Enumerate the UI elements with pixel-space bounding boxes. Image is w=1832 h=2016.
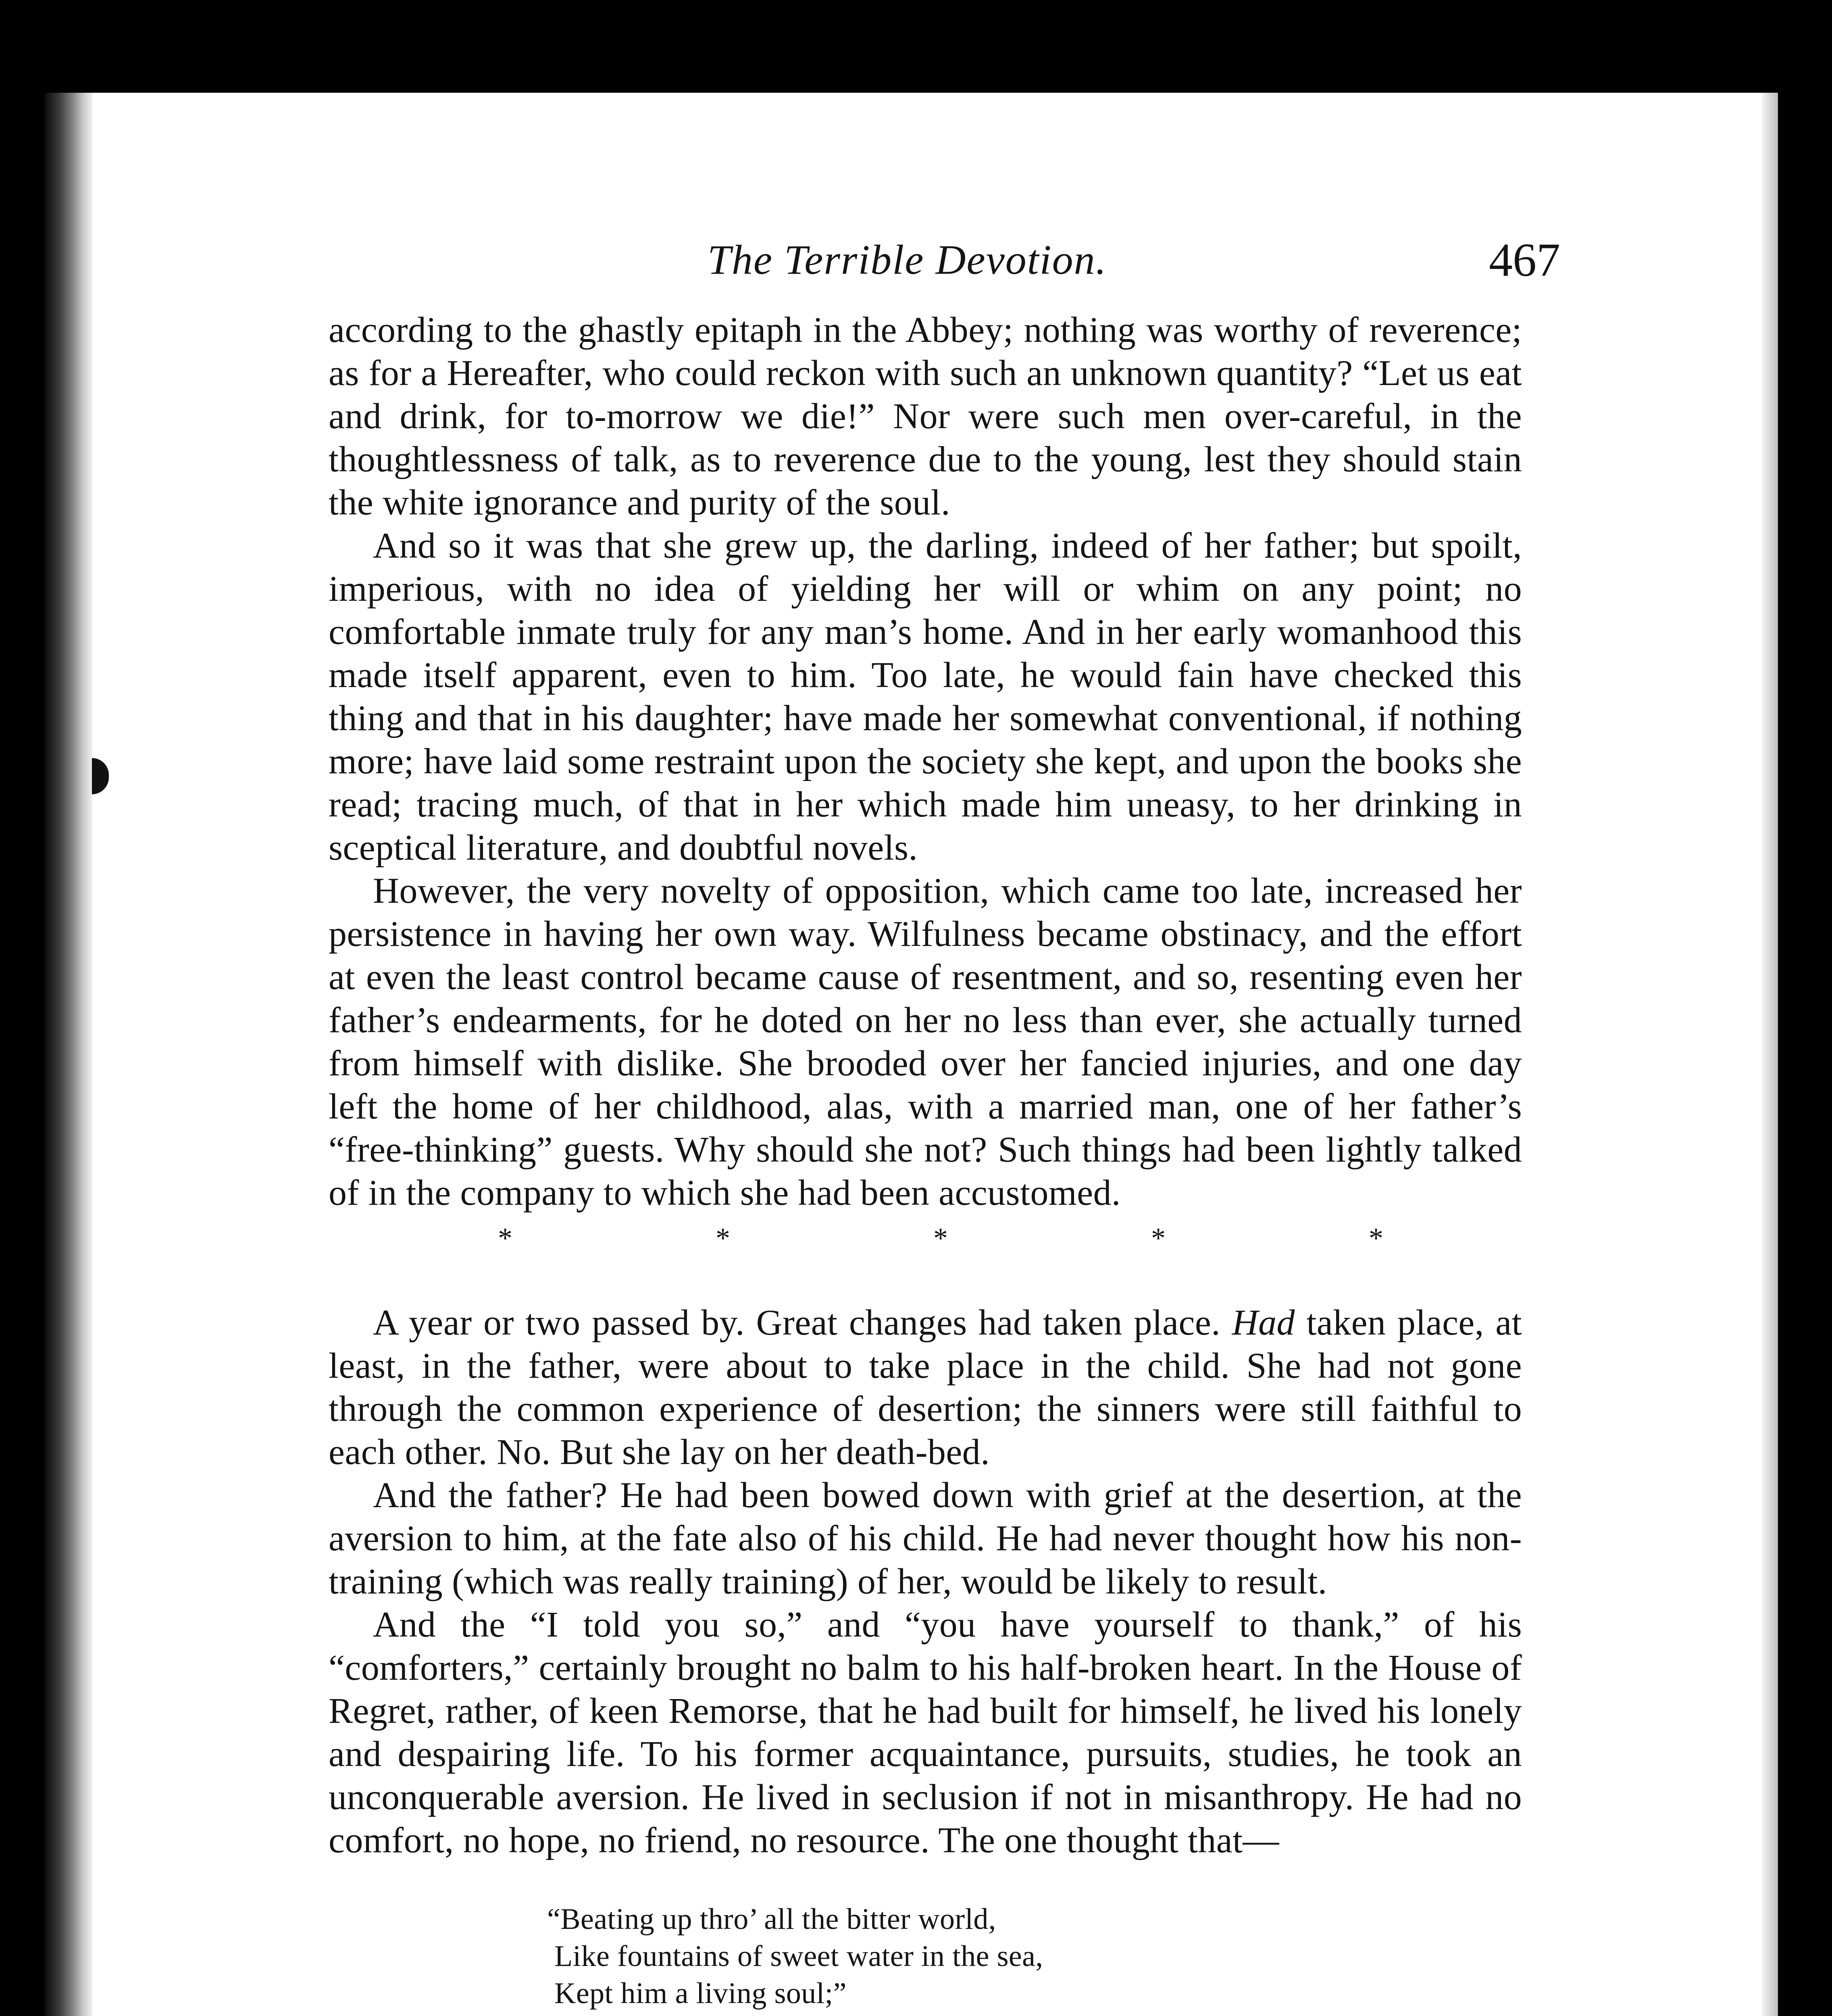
verse-quotation bbox=[547, 1901, 1522, 2012]
binding-notch bbox=[92, 758, 109, 794]
paragraph-4-text-start: A year or two passed by. Great changes had taken place. bbox=[373, 1303, 1232, 1343]
paragraph-4 bbox=[329, 1301, 1522, 1474]
paragraph-3: However, the very novelty of opposition, which came too late, increased her persistence in having her own way. Wilfulness became obstinacy, and the effort at even the least control became cause of resentment, and so, resenting even her father’s endearments, for he doted on her no less than ever, she actually turned from himself with dislike. She brooded over her fancied injuries, and one day left the home of her childhood, alas, with a married man, one of her father’s “free-thinking” guests. Why should she not? Such things had been lightly talked of in the company to which she had been accustomed. bbox=[329, 871, 1522, 1213]
section-break-asterisk: * bbox=[498, 1222, 513, 1254]
paragraph-4-text-end: taken place, at least, in the father, were about to take place in the child. She had not gone through the common experience of desertion; the sinners were still faithful to each other. No. But she lay on her death-bed. bbox=[329, 1303, 1522, 1472]
paragraph-1: according to the ghastly epitaph in the Abbey; nothing was worthy of reverence; as for a Hereafter, who could reckon with such an unknown quantity? “Let us eat and drink, for to-morrow we die!” Nor were such men over-careful, in the thoughtlessness of talk, as to reverence due to the young, lest they should stain the white ignorance and purity of the soul. bbox=[329, 310, 1522, 523]
page-right-edge bbox=[1762, 93, 1778, 2016]
section-break-asterisk: * bbox=[716, 1222, 731, 1254]
running-title: The Terrible Devotion. bbox=[708, 237, 1107, 283]
verse-line-1: “Beating up thro’ all the bitter world, bbox=[547, 1903, 996, 1936]
page-number: 467 bbox=[1489, 233, 1560, 286]
book-page bbox=[44, 93, 1778, 2016]
book-spine-edge bbox=[44, 93, 93, 2016]
paragraph-4-italic-word: Had bbox=[1232, 1303, 1295, 1343]
section-break bbox=[329, 1214, 1522, 1301]
section-break-asterisk: * bbox=[933, 1222, 948, 1254]
verse-line-2: Like fountains of sweet water in the sea, bbox=[554, 1940, 1043, 1973]
paragraph-5: And the father? He had been bowed down with grief at the desertion, at the aversion to him, at the fate also of his child. He had never thought how his non-training (which was really training) of her, would be likely to result. bbox=[329, 1475, 1522, 1602]
section-break-asterisk: * bbox=[1151, 1222, 1166, 1254]
verse-line-3: Kept him a living soul;” bbox=[554, 1977, 847, 2010]
paragraph-6: And the “I told you so,” and “you have yourself to thank,” of his “comforters,” certainly brought no balm to his half-broken heart. In the House of Regret, rather, of keen Remorse, that he had built for himself, he lived his lonely and despairing life. To his former acquaintance, pursuits, studies, he took an unconquerable aversion. He lived in seclusion if not in misanthropy. He had no comfort, no hope, no friend, no resource. The one thought that— bbox=[329, 1605, 1522, 1860]
body-text bbox=[329, 308, 1522, 2016]
section-break-asterisk: * bbox=[1369, 1222, 1384, 1254]
paragraph-2: And so it was that she grew up, the darling, indeed of her father; but spoilt, imperious, with no idea of yielding her will or whim on any point; no comfortable inmate truly for any man’s home. And in her early womanhood this made itself apparent, even to him. Too late, he would fain have checked this thing and that in his daughter; have made her somewhat conventional, if nothing more; have laid some restraint upon the society she kept, and upon the books she read; tracing much, of that in her which made him uneasy, to her drinking in sceptical literature, and doubtful novels. bbox=[329, 526, 1522, 868]
page-header bbox=[708, 233, 1560, 296]
